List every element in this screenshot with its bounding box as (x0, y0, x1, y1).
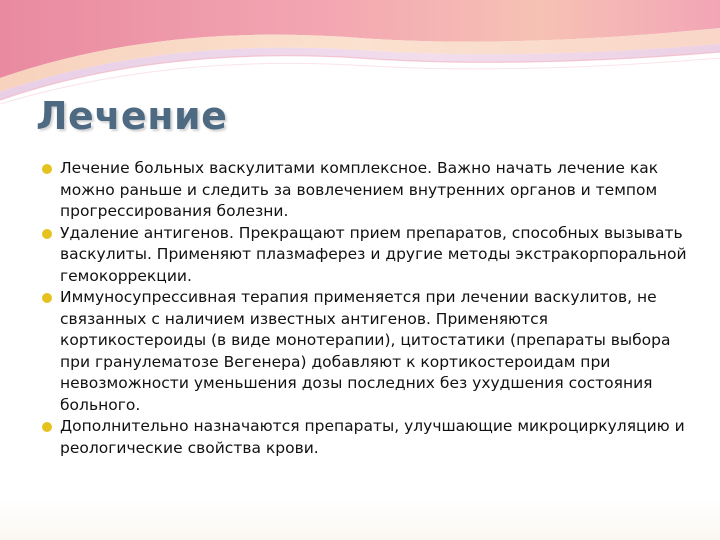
slide-title: Лечение (36, 94, 228, 138)
bullet-item (40, 416, 690, 459)
bullet-dot-icon (42, 164, 52, 174)
bullet-text: Дополнительно назначаются препараты, улучшающие микроциркуляцию и реологические свойства крови. (60, 417, 685, 457)
bullet-item (40, 158, 690, 223)
bullet-dot-icon (42, 293, 52, 303)
bullet-text: Лечение больных васкулитами комплексное. Важно начать лечение как можно раньше и следить за вовлечением внутренних органов и темпом прогрессирования болезни. (60, 159, 659, 220)
bullet-item (40, 287, 690, 416)
bullet-dot-icon (42, 422, 52, 432)
bullet-item (40, 223, 690, 288)
bullet-text: Иммуносупрессивная терапия применяется при лечении васкулитов, не связанных с наличием известных антигенов. Применяются кортикостероиды (в виде монотерапии), цитостатики (препараты выбора при гранулематозе Вегенера) добавляют к кортикостероидам при невозможности уменьшения дозы последних без ухудшения состояния больного. (60, 288, 671, 414)
footer-fade-decoration (0, 500, 720, 540)
bullet-text: Удаление антигенов. Прекращают прием препаратов, способных вызывать васкулиты. Применяют плазмаферез и другие методы экстракорпоральной гемокоррекции. (60, 223, 687, 285)
bullet-dot-icon (42, 229, 52, 239)
bullet-list (40, 158, 690, 459)
